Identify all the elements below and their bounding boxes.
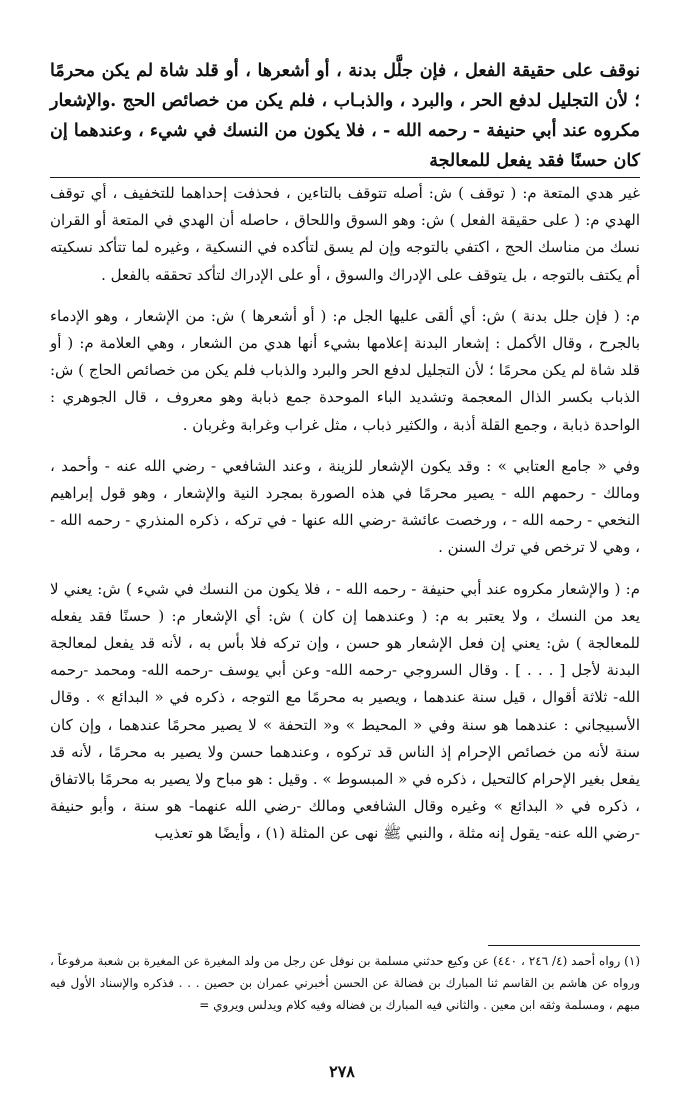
sharh-commentary: [50, 180, 640, 862]
sharh-paragraph: م: ( والإشعار مكروه عند أبي حنيفة - رحمه الله - ، فلا يكون من النسك في شيء ) ش: يعني لا يعد من النسك ، ولا يعتبر به م: ( وعندهما إن كان ) ش: أي الإشعار م: ( حسنًا فقد يفعله للمعالجة ) ش: يعني إن فعل الإشعار هو حسن ، وإن تركه فلا بأس به ، لأنه قد يفعل لمعالجة البدنة لأجل [ . . . ] . وقال السروجي -رحمه الله- وعن أبي يوسف -رحمه الله- ومحمد -رحمه الله- ثلاثة أقوال ، قيل سنة عندهما ، ويصير به محرمًا مع التوجه ، ذكره في « البدائع » . وقال الأسبيجاني : عندهما هو سنة وفي « المحيط » و« التحفة » لا يصير محرمًا عندهما ، وإن كان سنة لأنه من خصائص الإحرام إذ الناس قد تركوه ، وعندهما حسن ولا يصير به محرمًا ، لأنه قد يفعل بغير الإحرام كالتحيل ، ذكره في « المبسوط » . وقيل : هو مباح ولا يصير به محرمًا بالاتفاق ، ذكره في « البدائع » وغيره وقال الشافعي ومالك -رضي الله عنهما- هو سنة ، وأبو حنيفة -رضي الله عنه- يقول إنه مثلة ، والنبي ﷺ نهى عن المثلة (١) ، وأيضًا هو تعذيب: [50, 579, 640, 843]
sharh-paragraph: م: ( فإن جلل بدنة ) ش: أي ألقى عليها الجل م: ( أو أشعرها ) ش: من الإشعار ، وهو الإدماء بالجرح ، وقال الأكمل : إشعار البدنة إعلامها بشيء أنها هدي من الشعار ، وهي العلامة م: ( أو قلد شاة لم يكن محرمًا ؛ لأن التجليل لدفع الحر والبرد والذباب فلم يكن من خصائص الحاج ) ش: الذباب بكسر الذال المعجمة وتشديد الباء الموحدة جمع ذبابة وهو معروف ، قال الجوهري : الواحدة ذبابة ، وجمع القلة أذبة ، والكثير ذباب ، مثل غراب وغرابة وغربان .: [50, 306, 640, 434]
footnote-separator-line: [488, 945, 640, 946]
sharh-paragraph: وفي « جامع العتابي » : وقد يكون الإشعار للزينة ، وعند الشافعي - رضي الله عنه - وأحمد ، ومالك - رحمهم الله - يصير محرمًا في هذه الصورة بمجرد النية والإشعار ، وهو قول إبراهيم النخعي - رحمه الله - ، ورخصت عائشة -رضي الله عنها - في تركه ، ذكره المنذري - رحمه الله - ، وهي لا ترخص في ترك السنن .: [50, 456, 641, 557]
matn-main-text: نوقف على حقيقة الفعل ، فإن جلَّل بدنة ، أو أشعرها ، أو قلد شاة لم يكن محرمًا ؛ لأن التجليل لدفع الحر ، والبرد ، والذبـاب ، فلم يكن من خصائص الحج .والإشعار مكروه عند أبي حنيفة - رحمه الله - ، فلا يكون من النسك في شيء ، وعندهما إن كان حسنًا فقد يفعل للمعالجة: [50, 61, 640, 171]
footnote-text: (١) رواه أحمد (٤/ ٢٤٦ ، ٤٤٠) عن وكيع حدثني مسلمة بن نوفل عن رجل من ولد المغيرة عن المغيرة بن شعبة مرفوعاً ، ورواه عن هاشم بن القاسم ثنا المبارك بن فضالة عن الحسن أخبرني عمران بن حصين . . . فذكره والإسناد الأول فيه مبهم ، ومسلمة وثقه ابن معين . والثاني فيه المبارك بن فضاله وفيه كلام ويدلس ويروي =: [50, 954, 641, 1012]
sharh-paragraph: غير هدي المتعة م: ( توقف ) ش: أصله تتوقف بالتاءين ، فحذفت إحداهما للتخفيف ، أي توقف الهدي م: ( على حقيقة الفعل ) ش: وهو السوق واللحاق ، حاصله أن الهدي في المتعة أو القران نسك من مناسك الحج ، اكتفي بالتوجه وإن لم يسق لتأكده في النسكية ، وغيره لما تتأكد نسكيته أم يكتف بالتوجه ، بل يتوقف على الإدراك والسوق ، أو على الإدراك لتأكد تحققه بالفعل .: [50, 184, 640, 284]
matn-separator-line: [50, 177, 640, 178]
page-number: ٢٧٨: [329, 1062, 355, 1081]
